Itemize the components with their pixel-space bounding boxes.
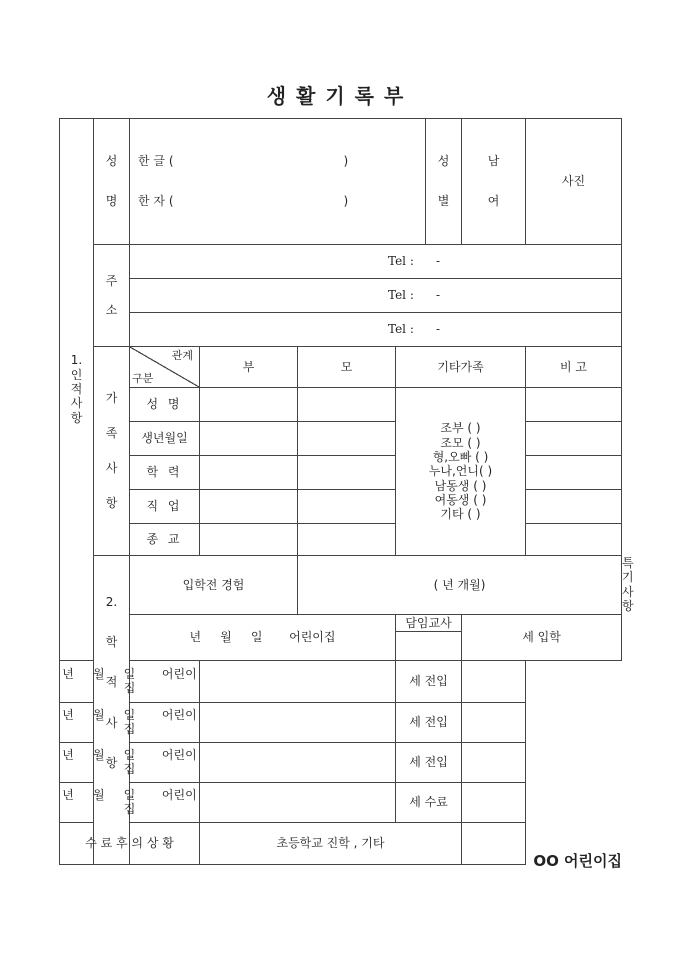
remarks-3[interactable]: [526, 456, 622, 490]
mother-religion[interactable]: [298, 524, 396, 556]
father-religion[interactable]: [200, 524, 298, 556]
status-3: 세 전입: [396, 702, 462, 742]
enroll-date-4[interactable]: 년 월 일 어린이집: [60, 742, 200, 782]
name-label: 성 명: [94, 119, 130, 245]
col-other-family: 기타가족: [396, 347, 526, 388]
after-completion-value: 초등학교 진학 , 기타: [200, 822, 462, 864]
teacher-label: 담임교사: [396, 615, 461, 632]
gender-female[interactable]: 여: [487, 193, 500, 208]
photo-box[interactable]: 사진: [526, 119, 622, 245]
father-occupation[interactable]: [200, 490, 298, 524]
record-form: 1. 인 적 사 항 성 명 한 글 ( ) 한 자 ( ) 성 별 남 여 사진 주 소 Tel : - Tel : - Tel : - 가 족 사 항 관계 구분 부 모 기타가족 비 고 성 명 조부 ( ) 조모 ( ) 형,오빠 ( ) 누나,언니( ) 남동생 ( ) 여동생 ( ) 기타 ( ) 생년월일 학 력 직 업 종 교 2. 학 적 사 항 입학전 경험 ( 년 개월) 특기사항 년 월 일 어린이집 담임교사 세 입학 년 월 일 어린이집 세 전입 년 월 일 어린이집 세 전입 년 월 일 어린이집 세 전입 년 월 일 어린이집 세 수료 수 료 후 의 상 황 초등학교 진학 , 기타: [59, 118, 622, 865]
mother-occupation[interactable]: [298, 490, 396, 524]
notes-4[interactable]: [462, 742, 526, 782]
mother-name[interactable]: [298, 388, 396, 422]
row-education: 학 력: [130, 456, 200, 490]
academic-section-label: 2. 학 적 사 항: [94, 556, 130, 865]
family-label: 가 족 사 항: [94, 347, 130, 556]
after-completion-label: 수 료 후 의 상 황: [60, 822, 200, 864]
remarks-2[interactable]: [526, 422, 622, 456]
teacher-cell-1[interactable]: [396, 614, 462, 660]
teacher-cell-5[interactable]: [200, 782, 396, 822]
father-education[interactable]: [200, 456, 298, 490]
gender-male[interactable]: 남: [487, 153, 500, 168]
mother-birthdate[interactable]: [298, 422, 396, 456]
status-5: 세 수료: [396, 782, 462, 822]
enroll-date-2[interactable]: 년 월 일 어린이집: [60, 660, 200, 702]
notes-3[interactable]: [462, 702, 526, 742]
personal-section-label: 1. 인 적 사 항: [60, 119, 94, 661]
daycare-name: OO 어린이집: [533, 852, 622, 870]
enroll-date-5[interactable]: 년 월 일 어린이집: [60, 782, 200, 822]
remarks-4[interactable]: [526, 490, 622, 524]
status-4: 세 전입: [396, 742, 462, 782]
gender-label: 성 별: [426, 119, 462, 245]
notes-2[interactable]: [462, 660, 526, 702]
row-occupation: 직 업: [130, 490, 200, 524]
prior-experience-label: 입학전 경험: [130, 556, 298, 615]
col-mother: 모: [298, 347, 396, 388]
teacher-cell-4[interactable]: [200, 742, 396, 782]
row-birthdate: 생년월일: [130, 422, 200, 456]
gender-field[interactable]: [462, 119, 526, 245]
notes-5[interactable]: [462, 782, 526, 822]
other-family-list[interactable]: 조부 ( ) 조모 ( ) 형,오빠 ( ) 누나,언니( ) 남동생 ( ) 여동생 ( ) 기타 ( ): [396, 388, 526, 556]
page-title: 생활기록부: [266, 84, 414, 108]
father-birthdate[interactable]: [200, 422, 298, 456]
row-religion: 종 교: [130, 524, 200, 556]
address-label: 주 소: [94, 245, 130, 347]
row-name: 성 명: [130, 388, 200, 422]
address-line-2[interactable]: Tel : -: [130, 279, 622, 313]
status-1: 세 입학: [462, 614, 622, 660]
address-line-3[interactable]: Tel : -: [130, 313, 622, 347]
name-field[interactable]: 한 글 ( ) 한 자 ( ): [130, 119, 426, 245]
remarks-1[interactable]: [526, 388, 622, 422]
address-line-1[interactable]: Tel : -: [130, 245, 622, 279]
teacher-cell-2[interactable]: [200, 660, 396, 702]
remarks-5[interactable]: [526, 524, 622, 556]
prior-experience-period[interactable]: ( 년 개월): [298, 556, 622, 615]
enroll-date-3[interactable]: 년 월 일 어린이집: [60, 702, 200, 742]
father-name[interactable]: [200, 388, 298, 422]
col-remarks: 비 고: [526, 347, 622, 388]
teacher-cell-3[interactable]: [200, 702, 396, 742]
family-header-corner: 관계 구분: [130, 347, 200, 388]
col-father: 부: [200, 347, 298, 388]
mother-education[interactable]: [298, 456, 396, 490]
status-2: 세 전입: [396, 660, 462, 702]
enroll-date-1[interactable]: 년 월 일 어린이집: [130, 614, 396, 660]
